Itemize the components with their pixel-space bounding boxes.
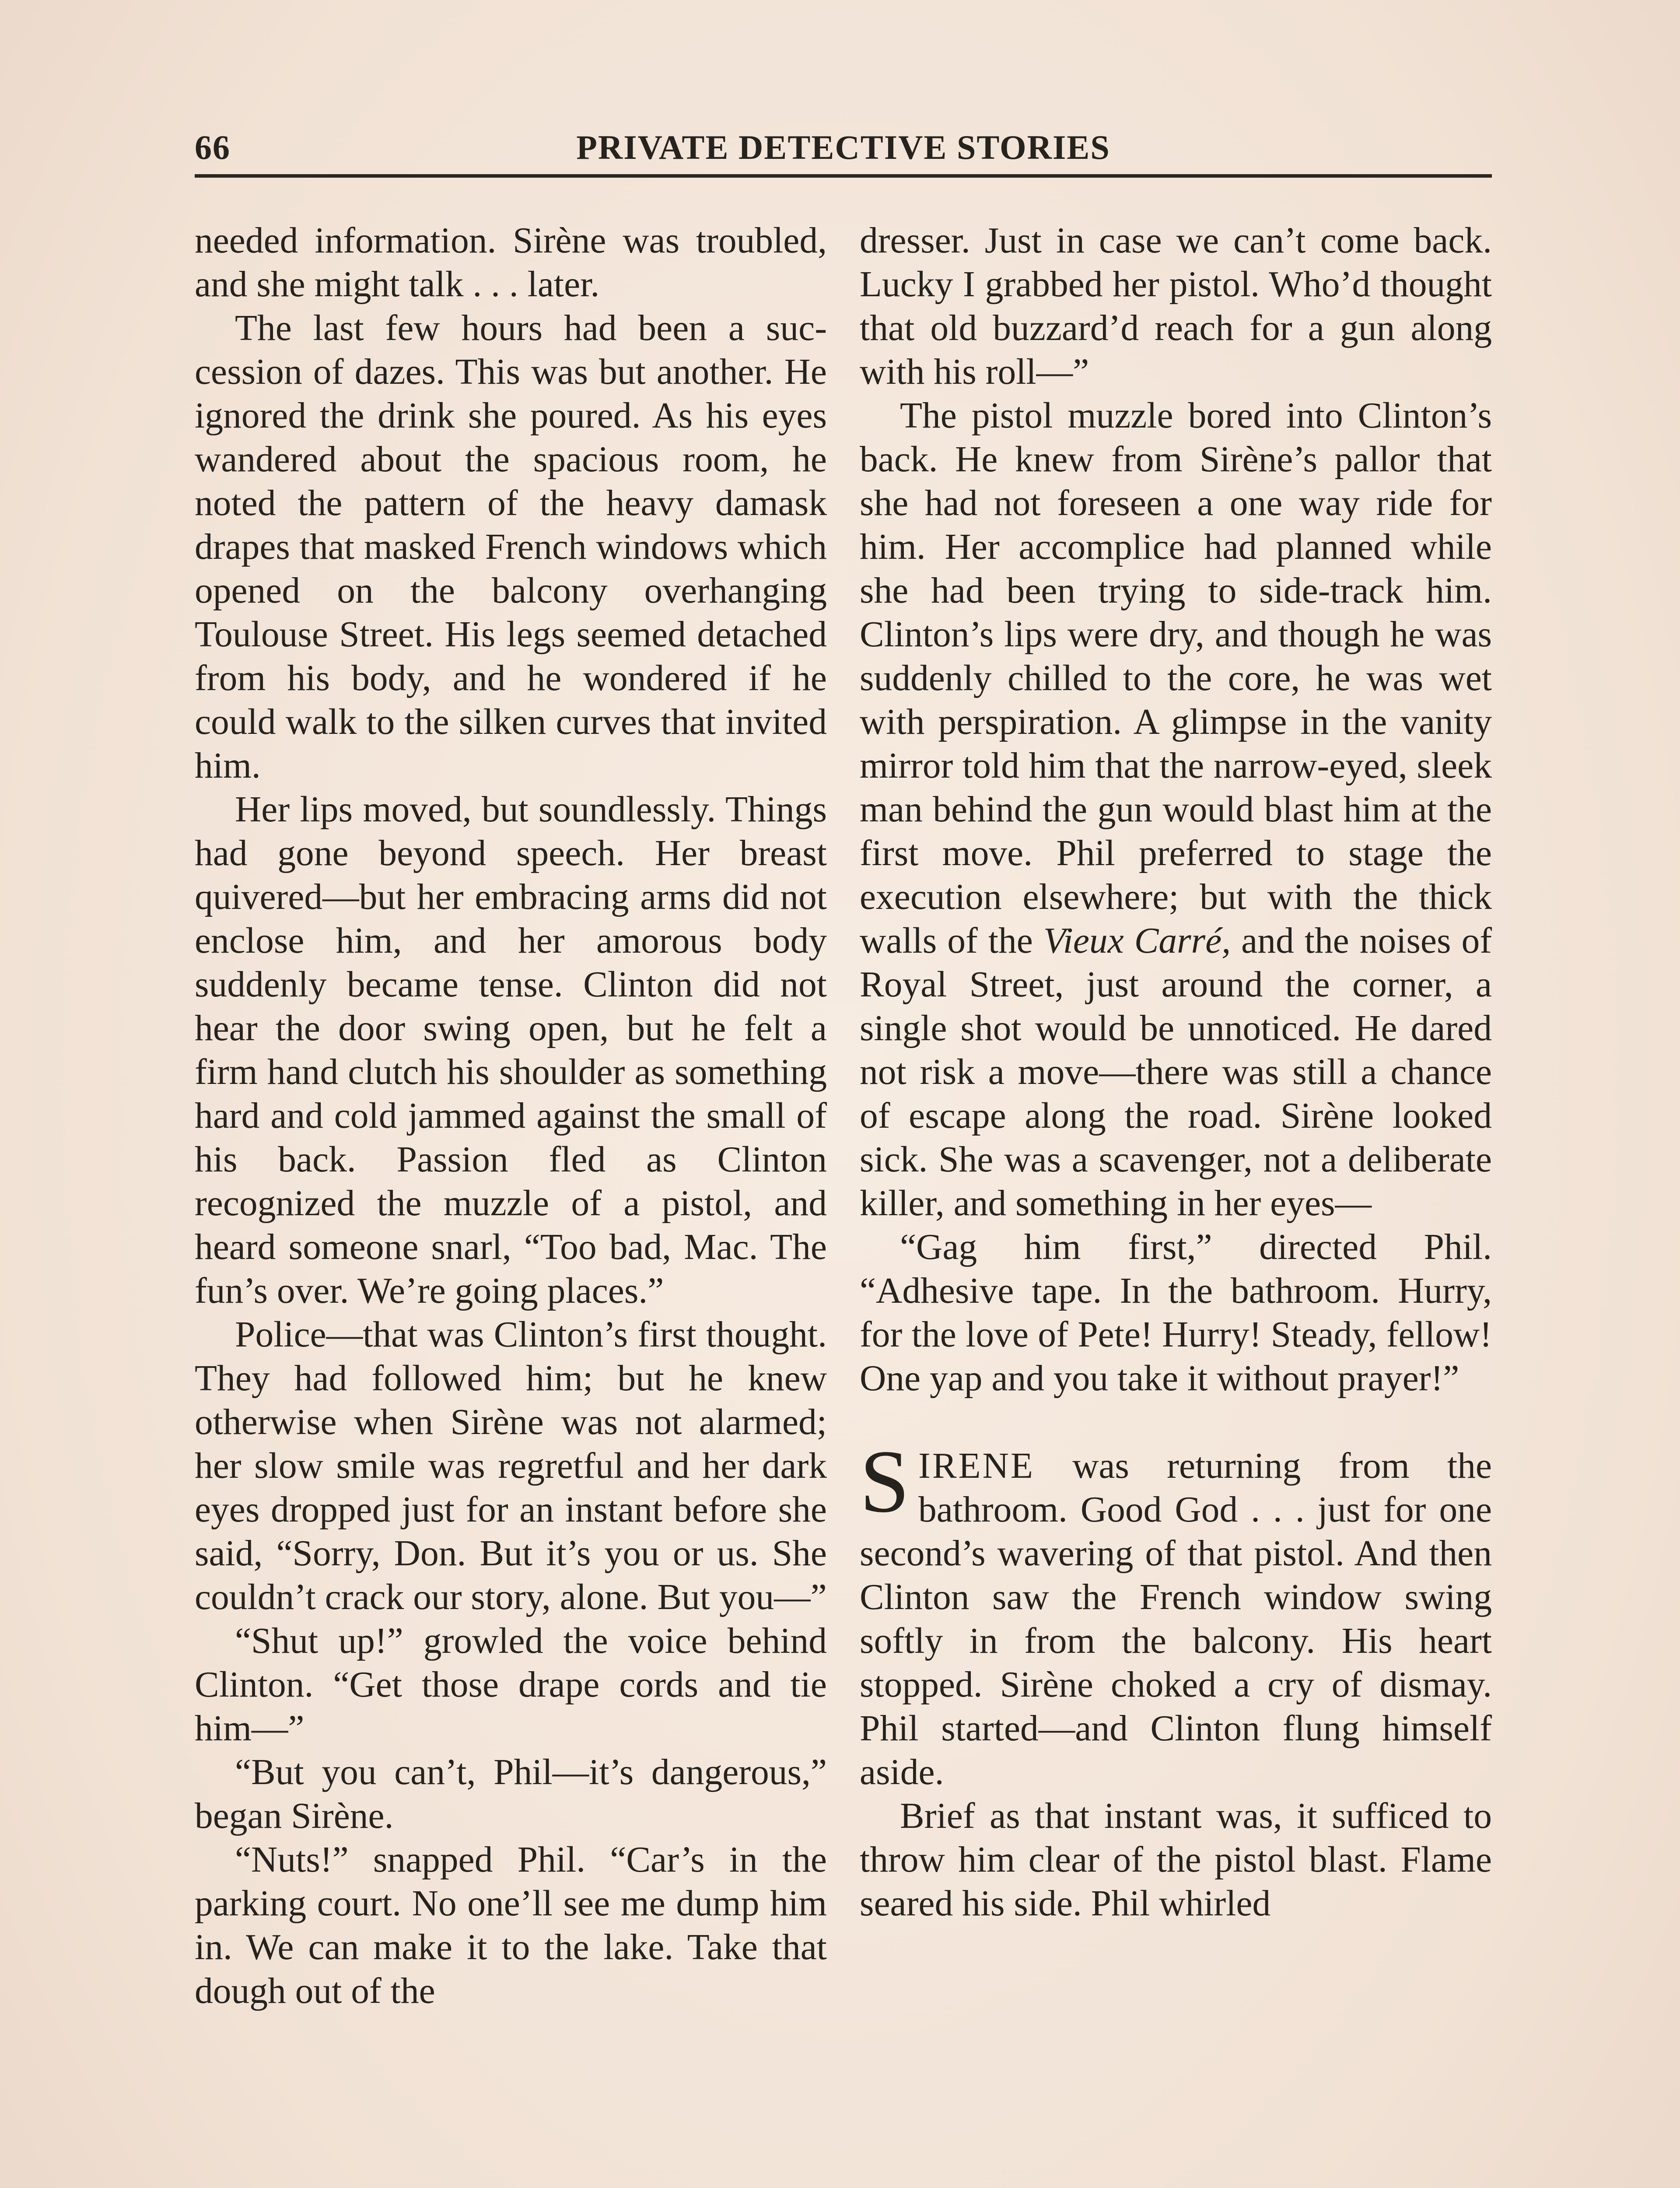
- paragraph: Her lips moved, but soundlessly. Things had gone beyond speech. Her breast quivered—but her embracing arms did not enclose him, and her amorous body suddenly became tense. Clinton did not hear the door swing open, but he felt a firm hand clutch his shoulder as something hard and cold jammed against the small of his back. Passion fled as Clinton recognized the muzzle of a pistol, and heard someone snarl, “Too bad, Mac. The fun’s over. We’re going places.”: [195, 789, 827, 1311]
- paragraph: “Shut up!” growled the voice behind Clinton. “Get those drape cords and tie him—”: [195, 1621, 827, 1749]
- paragraph: dresser. Just in case we can’t come back. Lucky I grabbed her pistol. Who’d thought that old buzzard’d reach for a gun along with his roll—”: [860, 221, 1492, 392]
- paragraph-text: The pistol muzzle bored into Clinton’s back. He knew from Sirène’s pallor that she had not foreseen a one way ride for him. Her accomplice had planned while she had been trying to side-track him. Clinton’s lips were dry, and though he was suddenly chilled to the core, he was wet with perspiration. A glimpse in the vanity mirror told him that the narrow-eyed, sleek man behind the gun would blast him at the first move. Phil preferred to stage the execution elsewhere; but with the thick walls of the: [860, 396, 1492, 961]
- page-number: 66: [195, 128, 231, 166]
- drop-cap: S: [860, 1432, 910, 1531]
- paragraph: The last few hours had been a succession of dazes. This was but another. He ignored the drink she poured. As his eyes wandered about the spacious room, he noted the pattern of the heavy damask drapes that masked French windows which opened on the balcony overhanging Toulouse Street. His legs seemed detached from his body, and he wondered if he could walk to the silken curves that invited him.: [195, 308, 827, 786]
- paragraph: needed information. Sirène was troubled, and she might talk . . . later.: [195, 221, 827, 305]
- right-column: [860, 219, 1492, 1925]
- paragraph-text: was returning from the bathroom. Good God . . . just for one second’s wavering of that pistol. And then Clinton saw the French window swing softly in from the balcony. His heart stopped. Sirène choked a cry of dismay. Phil started—and Clinton flung himself aside.: [860, 1446, 1492, 1792]
- paragraph: Brief as that instant was, it sufficed to throw him clear of the pistol blast. Flame seared his side. Phil whirled: [860, 1796, 1492, 1924]
- page-header: [195, 122, 1492, 170]
- paragraph-text: and the noises of Royal Street, just around the corner, a single shot would be unnoticed. He dared not risk a move—there was still a chance of escape along the road. Sirène looked sick. She was a scavenger, not a deliberate killer, and something in her eyes—: [860, 921, 1492, 1224]
- paragraph: “Nuts!” snapped Phil. “Car’s in the parking court. No one’ll see me dump him in. We can make it to the lake. Take that dough out of the: [195, 1840, 827, 2011]
- paragraph: [860, 394, 1492, 1225]
- paragraph: “But you can’t, Phil—it’s dangerous,” began Sirène.: [195, 1752, 827, 1836]
- section-paragraph: [860, 1432, 1492, 1794]
- running-title: PRIVATE DETECTIVE STORIES: [576, 128, 1110, 166]
- header-rule: [195, 174, 1492, 178]
- left-column: [195, 219, 827, 2013]
- italic-phrase: Vieux Carré,: [1043, 921, 1231, 961]
- paragraph: Police—that was Clinton’s first thought. They had followed him; but he knew otherwise when Sirène was not alarmed; her slow smile was regretful and her dark eyes dropped just for an instant before she said, “Sorry, Don. But it’s you or us. She couldn’t crack our story, alone. But you—”: [195, 1315, 827, 1617]
- paragraph: “Gag him first,” directed Phil. “Adhesive tape. In the bathroom. Hurry, for the love of Pete! Hurry! Steady, fellow! One yap and you take it without prayer!”: [860, 1227, 1492, 1399]
- small-caps-lead: IRENE: [918, 1446, 1035, 1486]
